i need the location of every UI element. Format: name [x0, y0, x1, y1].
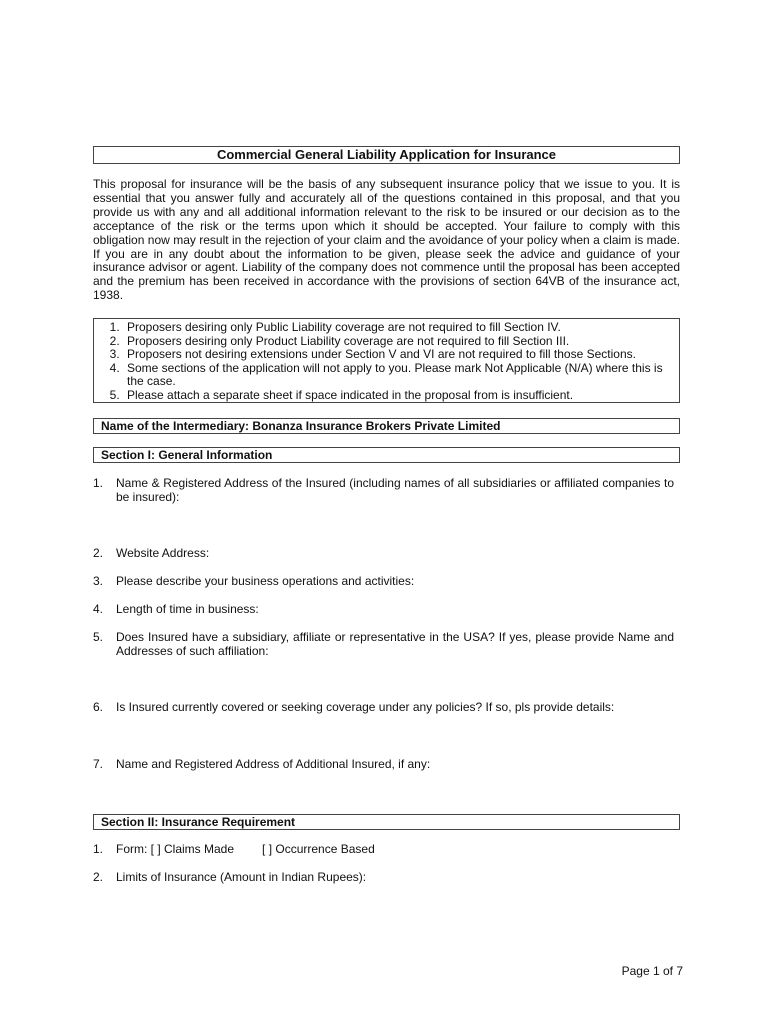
question-1 — [93, 476, 674, 504]
question-text: Limits of Insurance (Amount in Indian Rupees): — [116, 870, 367, 884]
question-text: Length of time in business: — [116, 602, 259, 616]
instruction-item: 2. Proposers desiring only Product Liability coverage are not required to fill Section III. — [123, 335, 675, 349]
question-number: 1. — [93, 842, 104, 856]
claims-made-option[interactable]: Form: [ ] Claims Made — [116, 842, 235, 856]
question-number: 2. — [93, 546, 104, 560]
question-number: 6. — [93, 700, 104, 714]
question-5 — [93, 630, 674, 658]
section-1-heading: Section I: General Information — [93, 447, 680, 463]
question-number: 1. — [93, 476, 104, 490]
intermediary-name: Name of the Intermediary: Bonanza Insurance Brokers Private Limited — [93, 418, 680, 434]
form-type-question — [93, 842, 674, 856]
question-6 — [93, 700, 674, 714]
limits-question — [93, 870, 674, 884]
form-type-options — [116, 842, 674, 856]
question-text: Name & Registered Address of the Insured (including names of all subsidiaries or affiliated companies to be insured): — [116, 476, 674, 504]
section-2-heading: Section II: Insurance Requirement — [93, 814, 680, 830]
question-text: Please describe your business operations and activities: — [116, 574, 415, 588]
instruction-item: 4. Some sections of the application will not apply to you. Please mark Not Applicable (N/A) where this is the case. — [123, 362, 675, 389]
instructions-list — [98, 321, 675, 403]
question-2 — [93, 546, 674, 560]
question-text: Does Insured have a subsidiary, affiliate or representative in the USA? If yes, please provide Name and Addresses of such affiliation: — [116, 630, 674, 658]
occurrence-based-option[interactable]: [ ] Occurrence Based — [262, 842, 375, 856]
instruction-item: 3. Proposers not desiring extensions under Section V and VI are not required to fill those Sections. — [123, 348, 675, 362]
intro-paragraph: This proposal for insurance will be the basis of any subsequent insurance policy that we issue to you. It is essential that you answer fully and accurately all of the questions contained in this proposal, and that you provide us with any and all additional information relevant to the risk to be insured or our decision as to the acceptance of the risk or the terms upon which it should be accepted. Your failure to comply with this obligation now may result in the rejection of your claim and the avoidance of your policy when a claim is made. If you are in any doubt about the information to be given, please seek the advice and guidance of your insurance advisor or agent. Liability of the company does not commence until the proposal has been accepted and the premium has been received in accordance with the provisions of section 64VB of the insurance act, 1938. — [93, 177, 680, 303]
instruction-item: 5. Please attach a separate sheet if space indicated in the proposal from is insufficient. — [123, 389, 675, 403]
form-title: Commercial General Liability Application for Insurance — [93, 146, 680, 164]
question-number: 5. — [93, 630, 104, 644]
question-3 — [93, 574, 674, 588]
question-4 — [93, 602, 674, 616]
question-text: Is Insured currently covered or seeking coverage under any policies? If so, pls provide details: — [116, 700, 615, 714]
question-number: 2. — [93, 870, 104, 884]
instruction-item: 1. Proposers desiring only Public Liability coverage are not required to fill Section IV. — [123, 321, 675, 335]
question-number: 4. — [93, 602, 104, 616]
question-7 — [93, 757, 674, 771]
instructions-box — [93, 318, 680, 403]
question-number: 3. — [93, 574, 104, 588]
page-number: Page 1 of 7 — [621, 964, 683, 978]
question-text: Website Address: — [116, 546, 210, 560]
question-text: Name and Registered Address of Additional Insured, if any: — [116, 757, 431, 771]
question-number: 7. — [93, 757, 104, 771]
